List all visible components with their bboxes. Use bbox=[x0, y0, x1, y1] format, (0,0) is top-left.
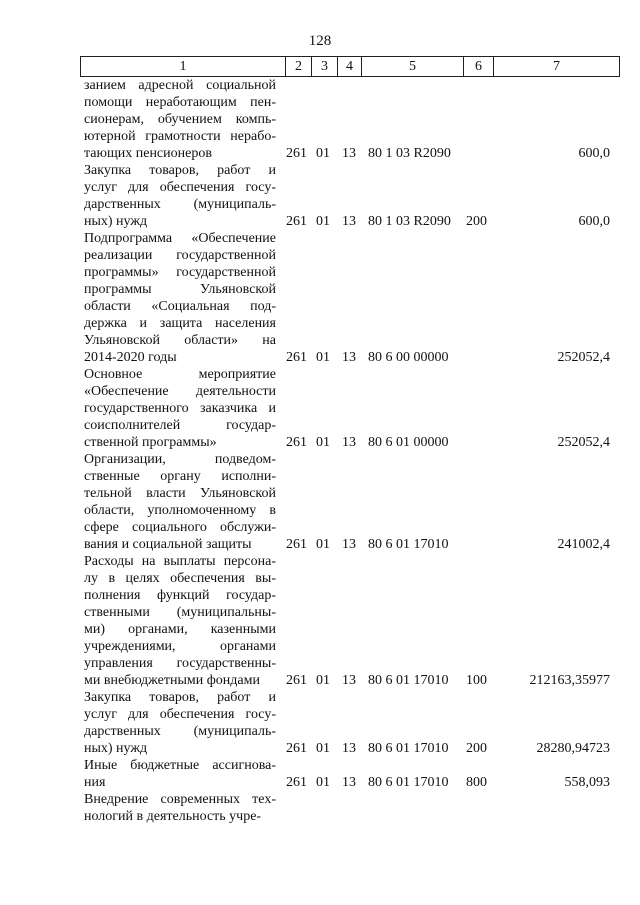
rz-code: 01 bbox=[316, 741, 330, 756]
pr-code: 13 bbox=[342, 146, 356, 161]
row-name bbox=[84, 77, 276, 162]
row-name-line: ных) нужд bbox=[84, 214, 148, 229]
csr-code: 80 1 03 R2090 bbox=[368, 146, 451, 161]
sum-value: 600,0 bbox=[578, 214, 610, 229]
gr-code: 261 bbox=[286, 537, 307, 552]
vr-code: 100 bbox=[466, 673, 487, 688]
row-name-line: услуг для обеспечения госу- bbox=[84, 707, 276, 722]
csr-code: 80 6 01 17010 bbox=[368, 741, 449, 756]
header-col-4: 4 bbox=[338, 57, 362, 76]
csr-code: 80 6 01 17010 bbox=[368, 537, 449, 552]
row-name-line: занием адресной социальной bbox=[84, 78, 276, 93]
row-name-line: дарственных (муниципаль- bbox=[84, 724, 276, 739]
table-body bbox=[0, 77, 640, 825]
rz-code: 01 bbox=[316, 775, 330, 790]
table-row bbox=[0, 162, 640, 230]
row-name bbox=[84, 451, 276, 553]
sum-value: 28280,94723 bbox=[536, 741, 610, 756]
gr-code: 261 bbox=[286, 673, 307, 688]
gr-code: 261 bbox=[286, 350, 307, 365]
vr-code: 200 bbox=[466, 741, 487, 756]
row-name-line: вания и социальной защиты bbox=[84, 537, 252, 552]
pr-code: 13 bbox=[342, 775, 356, 790]
row-name-line: дарственных (муниципаль- bbox=[84, 197, 276, 212]
csr-code: 80 6 01 00000 bbox=[368, 435, 449, 450]
header-col-3: 3 bbox=[312, 57, 338, 76]
row-name-line: области «Социальная под- bbox=[84, 299, 276, 314]
row-name-line: программы» государственной bbox=[84, 265, 276, 280]
gr-code: 261 bbox=[286, 741, 307, 756]
row-name-line: 2014-2020 годы bbox=[84, 350, 177, 365]
row-name-line: Закупка товаров, работ и bbox=[84, 163, 276, 178]
rz-code: 01 bbox=[316, 673, 330, 688]
row-name-line: Закупка товаров, работ и bbox=[84, 690, 276, 705]
sum-value: 252052,4 bbox=[557, 350, 610, 365]
table-header bbox=[80, 56, 620, 77]
row-name-line: ми) органами, казенными bbox=[84, 622, 276, 637]
header-col-1: 1 bbox=[80, 57, 286, 76]
row-name-line: соисполнителей государ- bbox=[84, 418, 276, 433]
csr-code: 80 1 03 R2090 bbox=[368, 214, 451, 229]
row-name-line: полнения функций государ- bbox=[84, 588, 276, 603]
row-name bbox=[84, 791, 276, 825]
table-row bbox=[0, 791, 640, 825]
vr-code: 200 bbox=[466, 214, 487, 229]
table-row bbox=[0, 230, 640, 366]
row-name-line: нологий в деятельность учре- bbox=[84, 809, 262, 824]
gr-code: 261 bbox=[286, 146, 307, 161]
row-name-line: сионерам, обучением компь- bbox=[84, 112, 276, 127]
rz-code: 01 bbox=[316, 350, 330, 365]
row-name-line: тающих пенсионеров bbox=[84, 146, 212, 161]
pr-code: 13 bbox=[342, 537, 356, 552]
row-name-line: Расходы на выплаты персона- bbox=[84, 554, 276, 569]
csr-code: 80 6 01 17010 bbox=[368, 775, 449, 790]
sum-value: 600,0 bbox=[578, 146, 610, 161]
table-row bbox=[0, 757, 640, 791]
table-row bbox=[0, 366, 640, 451]
row-name-line: ственными (муниципальны- bbox=[84, 605, 276, 620]
table-row bbox=[0, 451, 640, 553]
csr-code: 80 6 00 00000 bbox=[368, 350, 449, 365]
vr-code: 800 bbox=[466, 775, 487, 790]
page-number: 128 bbox=[308, 33, 332, 49]
rz-code: 01 bbox=[316, 435, 330, 450]
table-row bbox=[0, 77, 640, 162]
pr-code: 13 bbox=[342, 673, 356, 688]
rz-code: 01 bbox=[316, 214, 330, 229]
row-name-line: ми внебюджетными фондами bbox=[84, 673, 260, 688]
row-name-line: Внедрение современных тех- bbox=[84, 792, 276, 807]
row-name-line: учреждениями, органами bbox=[84, 639, 276, 654]
pr-code: 13 bbox=[342, 214, 356, 229]
gr-code: 261 bbox=[286, 214, 307, 229]
row-name-line: держка и защита населения bbox=[84, 316, 276, 331]
row-name bbox=[84, 689, 276, 757]
pr-code: 13 bbox=[342, 741, 356, 756]
csr-code: 80 6 01 17010 bbox=[368, 673, 449, 688]
row-name-line: сфере социального обслужи- bbox=[84, 520, 276, 535]
row-name-line: ных) нужд bbox=[84, 741, 148, 756]
row-name-line: «Обеспечение деятельности bbox=[84, 384, 276, 399]
row-name-line: ния bbox=[84, 775, 106, 790]
row-name-line: ютерной грамотности нерабо- bbox=[84, 129, 276, 144]
row-name-line: ственные органу исполни- bbox=[84, 469, 276, 484]
sum-value: 241002,4 bbox=[557, 537, 610, 552]
row-name-line: ственной программы» bbox=[84, 435, 217, 450]
header-col-7: 7 bbox=[494, 57, 620, 76]
pr-code: 13 bbox=[342, 435, 356, 450]
row-name-line: Подпрограмма «Обеспечение bbox=[84, 231, 276, 246]
sum-value: 558,093 bbox=[564, 775, 610, 790]
row-name-line: Иные бюджетные ассигнова- bbox=[84, 758, 276, 773]
rz-code: 01 bbox=[316, 146, 330, 161]
row-name-line: тельной власти Ульяновской bbox=[84, 486, 276, 501]
row-name bbox=[84, 230, 276, 366]
sum-value: 212163,35977 bbox=[529, 673, 610, 688]
row-name-line: услуг для обеспечения госу- bbox=[84, 180, 276, 195]
row-name-line: лу в целях обеспечения вы- bbox=[84, 571, 276, 586]
row-name bbox=[84, 553, 276, 689]
gr-code: 261 bbox=[286, 435, 307, 450]
header-col-6: 6 bbox=[464, 57, 494, 76]
row-name-line: Основное мероприятие bbox=[84, 367, 276, 382]
pr-code: 13 bbox=[342, 350, 356, 365]
row-name-line: управления государственны- bbox=[84, 656, 276, 671]
table-row bbox=[0, 553, 640, 689]
row-name bbox=[84, 366, 276, 451]
header-col-2: 2 bbox=[286, 57, 312, 76]
table-row bbox=[0, 689, 640, 757]
gr-code: 261 bbox=[286, 775, 307, 790]
header-col-5: 5 bbox=[362, 57, 464, 76]
row-name-line: программы Ульяновской bbox=[84, 282, 276, 297]
row-name-line: помощи неработающим пен- bbox=[84, 95, 276, 110]
sum-value: 252052,4 bbox=[557, 435, 610, 450]
row-name bbox=[84, 162, 276, 230]
row-name-line: Ульяновской области» на bbox=[84, 333, 276, 348]
row-name-line: Организации, подведом- bbox=[84, 452, 276, 467]
rz-code: 01 bbox=[316, 537, 330, 552]
row-name-line: области, уполномоченному в bbox=[84, 503, 276, 518]
row-name bbox=[84, 757, 276, 791]
row-name-line: государственного заказчика и bbox=[84, 401, 276, 416]
row-name-line: реализации государственной bbox=[84, 248, 276, 263]
